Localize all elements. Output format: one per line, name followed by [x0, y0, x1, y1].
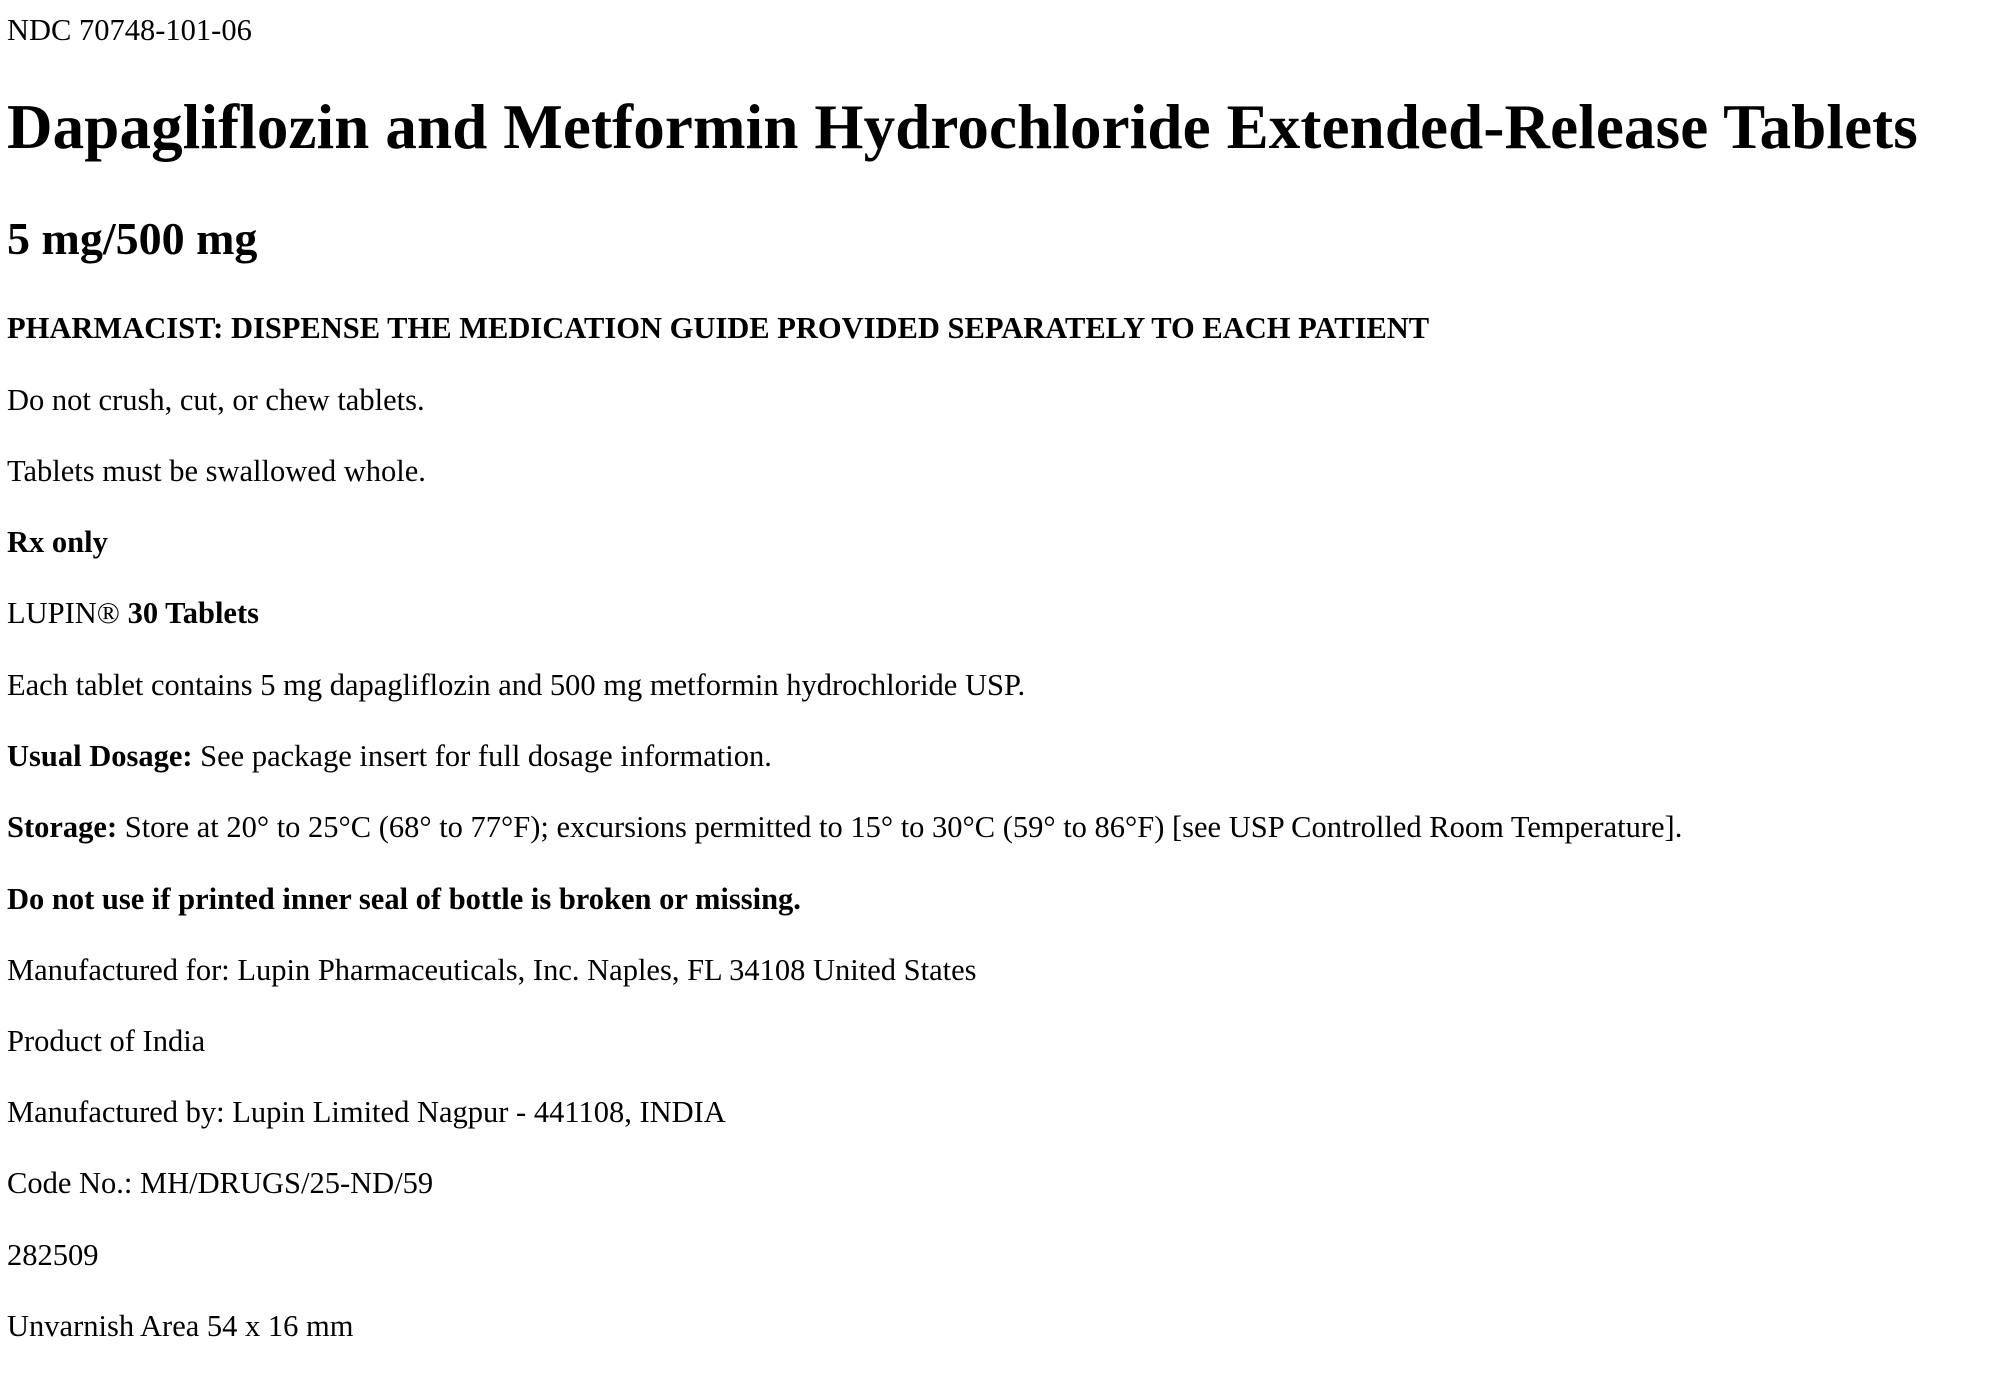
manufactured-by: Manufactured by: Lupin Limited Nagpur - 441108, INDIA	[7, 1095, 726, 1129]
seal-warning: Do not use if printed inner seal of bottle is broken or missing.	[7, 882, 801, 916]
usual-dosage-label: Usual Dosage:	[7, 739, 193, 773]
tablet-count: 30 Tablets	[127, 596, 259, 630]
label-number: 282509	[7, 1238, 99, 1272]
brand-line	[7, 598, 259, 629]
storage-label: Storage:	[7, 810, 118, 844]
brand-name: LUPIN®	[7, 596, 120, 630]
usual-dosage-text: See package insert for full dosage information.	[200, 739, 772, 773]
product-title: Dapagliflozin and Metformin Hydrochloride Extended-Release Tablets	[7, 92, 1918, 162]
unvarnish-area: Unvarnish Area 54 x 16 mm	[7, 1309, 354, 1343]
product-strength: 5 mg/500 mg	[7, 213, 258, 264]
manufactured-for: Manufactured for: Lupin Pharmaceuticals, Inc. Naples, FL 34108 United States	[7, 953, 977, 987]
product-origin: Product of India	[7, 1024, 206, 1058]
swallow-note: Tablets must be swallowed whole.	[7, 454, 426, 488]
each-tablet-contents: Each tablet contains 5 mg dapagliflozin and 500 mg metformin hydrochloride USP.	[7, 668, 1026, 702]
crush-warning: Do not crush, cut, or chew tablets.	[7, 383, 425, 417]
pharmacist-note: PHARMACIST: DISPENSE THE MEDICATION GUIDE PROVIDED SEPARATELY TO EACH PATIENT	[7, 311, 1430, 345]
rx-only: Rx only	[7, 525, 108, 559]
code-number: Code No.: MH/DRUGS/25-ND/59	[7, 1166, 434, 1200]
storage	[7, 812, 1682, 843]
usual-dosage	[7, 741, 772, 772]
ndc-code: NDC 70748-101-06	[7, 13, 252, 47]
storage-text: Store at 20° to 25°C (68° to 77°F); excursions permitted to 15° to 30°C (59° to 86°F) [see USP Controlled Room Temperature].	[124, 810, 1683, 844]
